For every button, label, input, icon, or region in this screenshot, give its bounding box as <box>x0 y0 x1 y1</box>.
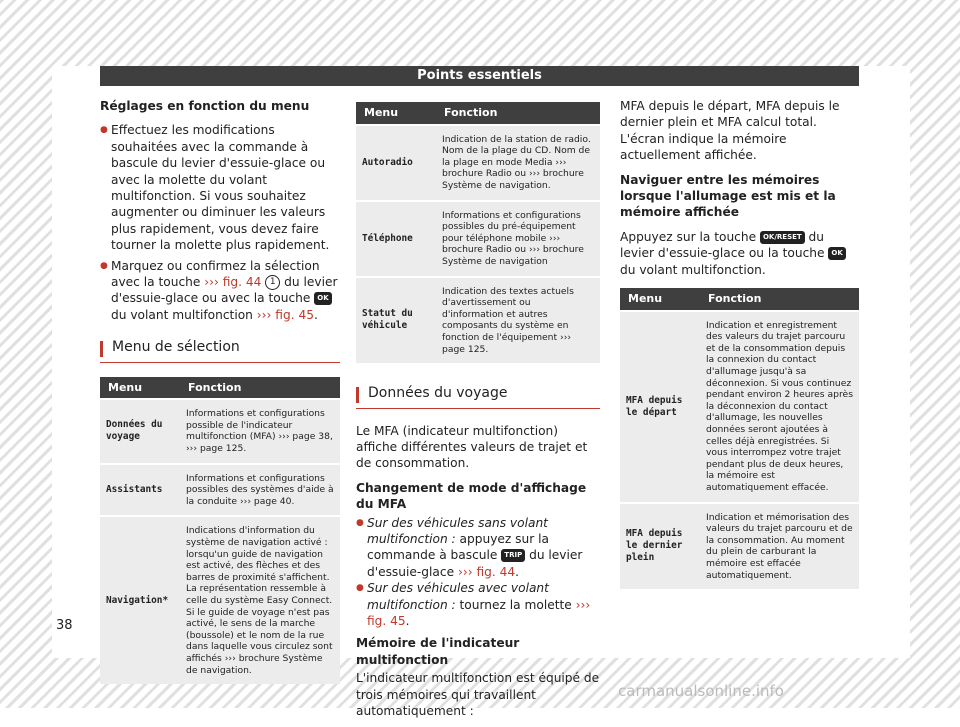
th-menu: Menu <box>100 377 180 400</box>
page-header: Points essentiels <box>100 66 859 86</box>
cell-menu: Données du voyage <box>100 399 180 463</box>
table-menu-selection-cont <box>356 102 600 363</box>
cell-menu: Statut du véhicule <box>356 277 436 364</box>
ok-reset-key-icon: OK/RESET <box>760 231 805 244</box>
cell-function: Indications d'information du système de navigation activé : lorsqu'un guide de navigation est activé, des flèches et des barres de proximité s'affichent. La représentation ressemble à celle du système Easy Connect. Si le guide de voyage n'est pas activé, le sens de la marche (boussole) et le nom de la rue dans laquelle vous circulez sont affichés ››› brochure Système de navigation. <box>180 516 340 684</box>
memory-list-text: MFA depuis le départ, MFA depuis le dernier plein et MFA calcul total. L'écran indique la mémoire actuellement affichée. <box>620 99 840 163</box>
subheading-mode: Changement de mode d'affichage du MFA <box>356 480 587 512</box>
cell-function: Indication et enregistrement des valeurs du trajet parcouru et de la consommation depuis la connexion du contact d'allumage jusqu'à sa déconnexion. Si vous continuez pendant environ 2 heures après la déconnexion du contact d'allumage, les nouvelles données seront ajoutées à celles déjà enregistrées. Si vous interrompez votre trajet pendant plus de deux heures, la mémoire est automatiquement effacée. <box>700 311 859 503</box>
table-header <box>100 377 340 400</box>
watermark: carmanualsonline.info <box>618 682 784 700</box>
section-title: Menu de sélection <box>112 339 240 356</box>
bullet-without-wheel: ● Sur des véhicules sans volant multifonction : appuyez sur la commande à bascule TRIP du levier d'essuie-glace ››› fig. 44. <box>356 515 600 581</box>
table-header <box>620 288 859 311</box>
link-fig45[interactable]: ››› fig. 45 <box>256 307 314 322</box>
section-bar <box>100 341 103 357</box>
cell-menu: Téléphone <box>356 201 436 277</box>
heading-menu-settings: Réglages en fonction du menu <box>100 99 310 113</box>
table-row <box>356 125 600 201</box>
cell-menu: Assistants <box>100 464 180 517</box>
cell-function: Indication et mémorisation des valeurs du trajet parcouru et de la consommation. Au moment du plein de carburant la mémoire est effacée automatiquement. <box>700 503 859 590</box>
column-1 <box>100 98 340 684</box>
table-row <box>100 516 340 684</box>
cell-function: Indication de la station de radio. Nom de la plage du CD. Nom de la plage en mode Media ››› brochure Radio ou ››› brochure Système de navigation. <box>436 125 600 201</box>
cell-menu: MFA depuis le dernier plein <box>620 503 700 590</box>
th-function: Fonction <box>180 377 340 400</box>
cell-function: Indication des textes actuels d'avertissement ou d'information et autres composants du système en fonction de l'équipement ››› page 125. <box>436 277 600 364</box>
section-trip-data <box>356 385 600 408</box>
column-2 <box>356 102 600 727</box>
table-row <box>356 201 600 277</box>
cell-menu: Autoradio <box>356 125 436 201</box>
cell-function: Informations et configurations possibles des systèmes d'aide à la conduite ››› page 40. <box>180 464 340 517</box>
bullet-modify: ● Effectuez les modifications souhaitées avec la commande à bascule du levier d'essuie-glace ou avec la molette du volant multifonction. Si vous souhaitez augmenter ou diminuer les valeurs plus rapidement, vous devez faire tourner la molette plus rapidement. <box>100 122 340 253</box>
cell-menu: MFA depuis le départ <box>620 311 700 503</box>
intro-text: Le MFA (indicateur multifonction) affiche différentes valeurs de trajet et de consommation. <box>356 423 588 471</box>
th-function: Fonction <box>436 102 600 125</box>
bullet-with-wheel: ● Sur des véhicules avec volant multifonction : tournez la molette ››› fig. 45. <box>356 580 600 629</box>
table-header <box>356 102 600 125</box>
cell-menu: Navigation* <box>100 516 180 684</box>
section-menu-selection <box>100 339 340 362</box>
ok-key-icon: OK <box>828 247 845 260</box>
subheading-navigate: Naviguer entre les mémoires lorsque l'allumage est mis et la mémoire affichée <box>620 172 836 220</box>
section-title: Données du voyage <box>368 385 508 402</box>
link-fig44[interactable]: ››› fig. 44 <box>457 564 516 579</box>
table-mfa-memory <box>620 288 859 589</box>
page-number: 38 <box>56 618 73 633</box>
cell-function: Informations et configurations possibles du pré-équipement pour téléphone mobile ››› brochure Radio ou ››› brochure Système de navigation <box>436 201 600 277</box>
subheading-memory: Mémoire de l'indicateur multifonction <box>356 636 520 667</box>
link-fig45[interactable]: ››› fig. 45 <box>367 597 591 628</box>
th-menu: Menu <box>620 288 700 311</box>
ok-key-icon: OK <box>314 292 331 305</box>
callout-number: 1 <box>265 275 280 290</box>
table-menu-selection <box>100 377 340 684</box>
table-row <box>100 399 340 463</box>
table-row <box>620 503 859 590</box>
table-row <box>100 464 340 517</box>
th-function: Fonction <box>700 288 859 311</box>
memory-text: L'indicateur multifonction est équipé de trois mémoires qui travaillent automatiquement : <box>356 671 600 718</box>
column-3 <box>620 98 859 589</box>
table-row <box>620 311 859 503</box>
navigate-text: Appuyez sur la touche OK/RESET du levier d'essuie-glace ou la touche OK du volant multifonction. <box>620 229 859 278</box>
cell-function: Informations et configurations possible de l'indicateur multifonction (MFA) ››› page 38, ››› page 125. <box>180 399 340 463</box>
trip-key-icon: TRIP <box>501 549 525 562</box>
bullet-confirm: ● Marquez ou confirmez la sélection avec la touche ››› fig. 44 1 du levier d'essuie-glace ou avec la touche OK du volant multifonction ››› fig. 45. <box>100 258 340 324</box>
link-fig44[interactable]: ››› fig. 44 <box>204 275 262 290</box>
table-row <box>356 277 600 364</box>
section-bar <box>356 387 359 403</box>
th-menu: Menu <box>356 102 436 125</box>
